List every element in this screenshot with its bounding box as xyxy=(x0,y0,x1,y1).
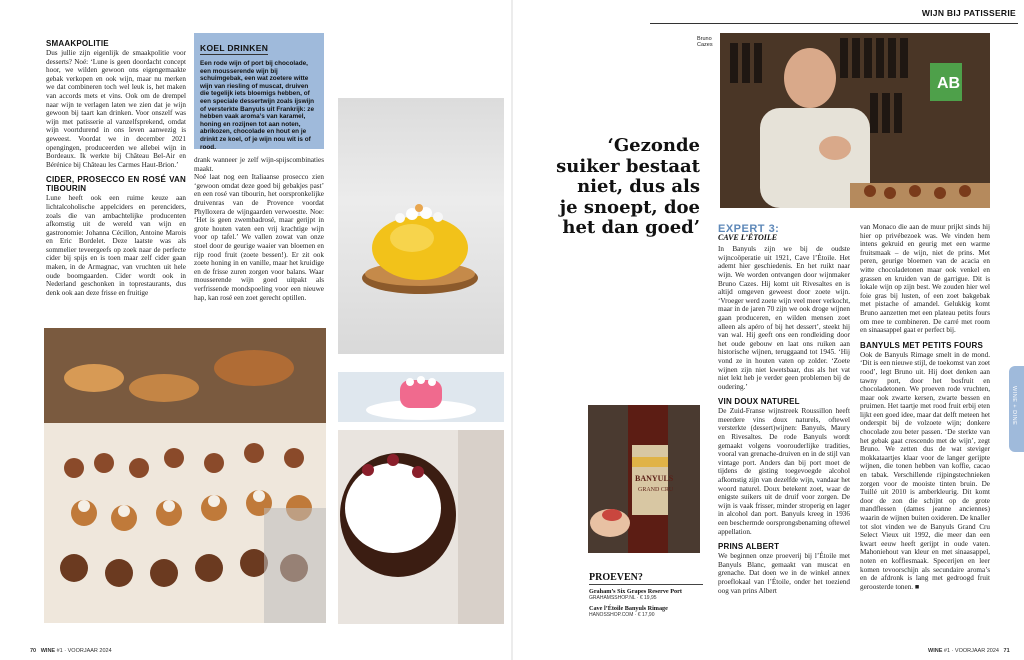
proeven-title: PROEVEN? xyxy=(589,572,703,585)
proeven-box xyxy=(589,572,703,622)
photo-banyuls-bottle xyxy=(588,405,700,553)
issue-info: #1 · VOORJAAR 2024 xyxy=(56,648,112,654)
wine-1-name: Graham’s Six Grapes Reserve Port xyxy=(589,588,682,595)
right-column-1 xyxy=(718,225,850,595)
bottle-illustration xyxy=(588,405,700,553)
photo-pastry-counter xyxy=(44,328,326,623)
heading-prins-albert: PRINS ALBERT xyxy=(718,542,780,552)
folio-left xyxy=(30,648,112,654)
paragraph: van Monaco die aan de muur prijkt sinds hij hier op privébezoek was. We vinden hem intens gekruid en geurig met een warme fruitsmaak – de wijn, niet de prins. Met peren, geurige bloemen van de acacia en witte chocoladetonen maar ook venkel en grassen en kruiden van de garrigue. Dit is lokale wijn op zijn best. We zouden hier wel foie gras bij lusten, of een zoet bakgebak met pistache of amandel. Gelukkig komt Bruno aanzetten met een plateau petits fours om mee te combineren. De carré met room en sinaasappel gaat er perfect bij. xyxy=(860,223,990,335)
side-tab-label: WINE + DINE xyxy=(1011,386,1017,426)
pastry-counter-illustration xyxy=(44,328,326,623)
magazine-name: WINE xyxy=(928,648,943,654)
label-banyuls: BANYULS xyxy=(635,474,674,483)
expert-name: CAVE L’ÉTOILE xyxy=(718,232,778,242)
koel-drinken-box xyxy=(194,33,324,149)
paragraph: drank wanneer je zelf wijn-spijscombinaties maakt. xyxy=(194,156,324,173)
paragraph: Noé laat nog een Italiaanse prosecco zien ‘gewoon omdat deze goed bij gebakjes past’ en een rosé van tibourin, het oorspronkelijke druivenras van de Provence voordat Phylloxera de wijngaarden verwoestte. Noe: ‘Het is geen zwembadrosé, maar gerijpt in grote houten vaten een vrij krachtige wijn voor op tafel.’ We vallen zowat van onze stoel door de geurige waaier van bloemen en rijp rood fruit (zoete bessen!). Er zit ook zoete honing in en vanille, maar het kruidige en de frisse zuren zorgen voor balans. Waar mousserende wijn goed uitpakt als verfrissende mondspoeling voor een nieuwe hap, kan rosé een zoet gerecht optillen. xyxy=(194,173,324,302)
section-side-tab xyxy=(1009,366,1024,452)
lemon-tart-illustration xyxy=(338,98,504,354)
paragraph: We beginnen onze proeverij bij l’Étoile met Banyuls Blanc, gemaakt van muscat en grenache. Dat doen we in de winkel annex proeflokaal van l’Étoile, onder het toeziend oog van prins Albert xyxy=(718,552,850,595)
heading-smaakpolitie: SMAAKPOLITIE xyxy=(46,39,109,48)
page-number: 70 xyxy=(30,648,37,654)
wine-shop-illustration xyxy=(720,33,990,208)
paragraph: Lune heeft ook een ruime keuze aan lichtalcoholische appelciders en perenciders, zoals die van ambachtelijke producenten afkomstig uit de wereld van wijn en gastronomie: Johanna Cécillon, Antoine Marois en Eric Bordelet. Deze laatste was als sommelier teveergeefs op zoek naar de perfecte cider bij spijs en is toen maar zelf cider gaan maken, in de Armagnac, van vruchten uit hele oude boomgaarden. Cider wordt ook in Nederland geschonken in toprestaurants, dus denk ook aan deze frisse en fruitige xyxy=(46,194,186,297)
paragraph: Dus jullie zijn eigenlijk de smaakpolitie voor desserts? Noé: ‘Lune is geen doordacht concept hoor, we wilden gewoon ons eigengemaakte gebak verkopen en ook wijn, maar nu merken we dat combineren toch wel leuk is, het maken van accords mets et vins. Ook om de drempel naar wijn te verlagen laten we zien dat je wijn gewoon bij taart kan drinken. Voor onszelf was wijn met patisserie al vanzelfsprekend, omdat wijn voortdurend in ons leven aanwezig is geweest. Voordat we in december 2021 opengingen, produceerden we allebei wijn in Bordeaux. Ik werkte bij Château Bel-Air en Bérénice bij Château les Carmes Haut-Brion.’ xyxy=(46,49,186,169)
left-column-1 xyxy=(46,39,186,297)
expert-label: EXPERT 3: xyxy=(718,223,780,235)
svg-text:AB: AB xyxy=(937,75,961,92)
wine-1-shop: GRAHAMSSHOP.NL · € 19,95 xyxy=(589,595,657,601)
chocolate-cake-illustration xyxy=(338,430,504,624)
issue-info: #1 · VOORJAAR 2024 xyxy=(943,648,999,654)
left-column-2 xyxy=(194,156,324,302)
wine-2-name: Cave l’Étoile Banyuls Rimage xyxy=(589,605,668,612)
section-title: WIJN BIJ PATISSERIE xyxy=(921,8,1016,18)
photo-lemon-tart xyxy=(338,98,504,354)
heading-vin-doux-naturel: VIN DOUX NATUREL xyxy=(718,397,800,407)
wine-2-shop: HANOSSHOP.COM · € 17,90 xyxy=(589,612,655,618)
photo-chocolate-cake xyxy=(338,430,504,624)
box-title: KOEL DRINKEN xyxy=(200,43,269,53)
photo-caption-credit xyxy=(697,36,717,48)
paragraph: Ook de Banyuls Rimage smelt in de mond. ‘Dit is een nieuwe stijl, de toekomst van zoet rood’, legt Bruno uit. Hij doet denken aan tawny port, door het bosfruit en chocoladetonen. We proeven rode vruchten, maar ook zwarte kersen, zwarte bessen en pruimen. Het taartje met rood fruit erbij eten lijkt een goed idee, maar dat delft meteen het onderspit bij de volzoete wijn; donkere chocolade zou beter passen. ‘De sterkte van het gebak gaat crescendo met de wijn’, zegt Bruno. We zetten dus de wat steviger mokkataartjes klaar voor de langer gerijpte wijnen, die tonen hebben van koffie, cacao en tabak. Verschillende rijpingstechnieken zorgen voor de mooiste tinten bruin. De Tuillé uit 2010 is amberkleurig. Dit komt door de zon die schijnt op de grote mandflessen (dames jeanne anciennes) waarin de wijnen buiten oxideren. De knaller tot slot vinden we de Banyuls Grand Cru Select Vieux uit 1992, die meer dan een kwart eeuw heeft gerijpt in oude vaten. Mahoniehout van kleur en met sinaasappel, noten en koffiesmaak. Specerijen en leer komen tevoorschijn als secundaire aroma’s en de afdronk is lang met gedroogd fruit geroosterde tonen. ■ xyxy=(860,350,990,591)
folio-right xyxy=(928,648,1010,654)
pull-quote: ‘Gezonde suiker bestaat niet, dus als je snoept, doe het dan goed’ xyxy=(556,135,700,238)
page-number: 71 xyxy=(1003,648,1010,654)
section-rule xyxy=(650,23,1018,24)
magazine-name: WINE xyxy=(40,648,56,654)
photo-pink-dessert xyxy=(338,372,504,422)
heading-cider: CIDER, PROSECCO EN ROSÉ VAN TIBOURIN xyxy=(46,175,186,194)
right-column-2 xyxy=(860,223,990,591)
pink-dessert-illustration xyxy=(338,372,504,422)
label-grand-cru: GRAND CRU xyxy=(638,487,674,493)
heading-banyuls-petits-fours: BANYULS MET PETITS FOURS xyxy=(860,340,984,350)
page-gutter xyxy=(511,0,513,660)
paragraph: In Banyuls zijn we bij de oudste wijncoöperatie uit 1921, Cave l’Étoile. Het ademt hier geschiedenis. En het ruikt naar wijn. We worden ontvangen door wijnmaker Bruno Cazes. Hij komt uit Rivesaltes en is altijd omgeven geweest door zoete wijn. ‘Vroeger werd zoete wijn veel meer verkocht, maar in de jaren 70 zijn we ook droge wijnen gaan produceren, en wilden mensen zoet alleen als apéro of bij het dessert’, steekt hij van wal. Hij geeft ons een rondleiding door het oude gebouw en laat ons ruiken aan historische wijnen, teruggaand tot 1945. ‘Hij vond ze in houten vaten op zolder. ‘Zoete wijnen zijn niet kwetsbaar, dus als het vat niet lekt heb je verder geen problemen bij de oudering.’ xyxy=(718,245,850,391)
box-body: Een rode wijn of port bij chocolade, een mousserende wijn bij schuimgebak, een wat zoetere witte wijn van riesling of muscat, druiven die tegelijk iets bloemigs hebben, of een speciale dessertwijn zoals ijswijn of versterkte Banyuls uit Frankrijk: ze hebben vaak aroma’s van karamel, honing en rozijnen tot aan noten, abrikozen, chocolade en hout en je drinkt ze koel, of je wijn nou wit is of rood. xyxy=(200,60,315,151)
photo-bruno-cazes xyxy=(720,33,990,208)
paragraph: De Zuid-Franse wijnstreek Roussillon heeft meerdere vins doux naturels, oftewel versterkte (dessert)wijnen: Banyuls, Maury en Rivesaltes. De rode Banyuls wordt gemaakt volgens voorouderlijke tradities, vooral van grenache-druiven en in de stijl van vintage port. Anders dan bij port moet de tijdens de gisting toegevoegde alcohol afkomstig zijn van dezelfde wijn, vandaar het woord naturel. Doux betekent zoet, waar de enigste suikers uit de druif voor zorgen. De wijn is vaak frisser, minder stroperig en lager in alcohol dan port. Banyuls kreeg in 1936 een beschermde oorsprongsbenaming oftewel appellation. xyxy=(718,407,850,536)
caption-text: Bruno Cazes xyxy=(697,36,713,49)
